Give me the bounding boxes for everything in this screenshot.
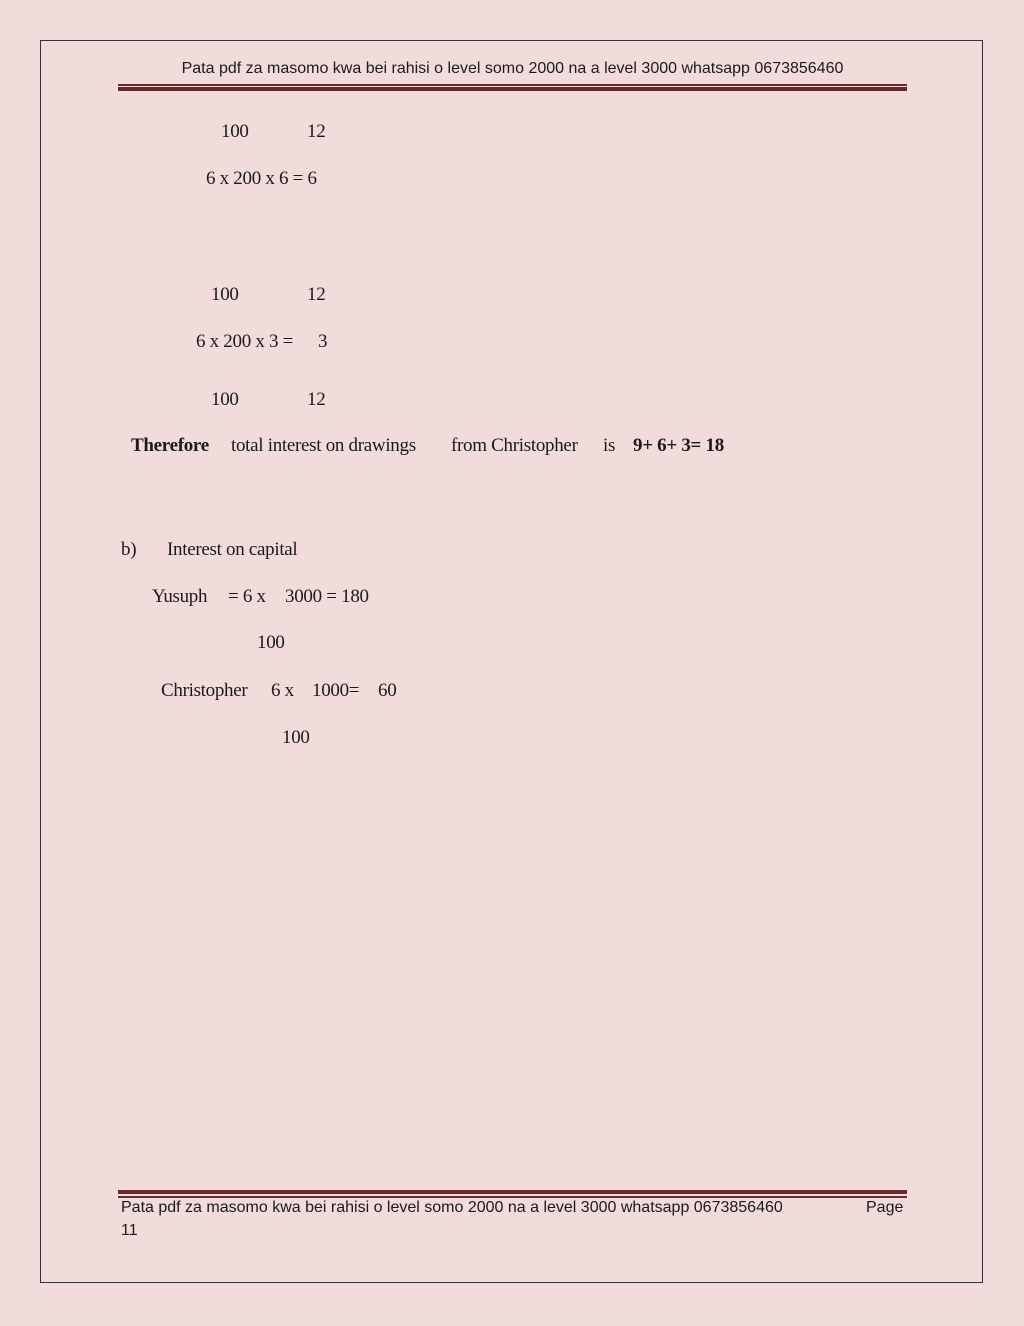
section-b-heading: Interest on capital	[167, 539, 298, 560]
christopher-name: Christopher	[161, 680, 248, 701]
header-rule-thick	[118, 87, 907, 91]
block2-result: 3	[318, 331, 328, 352]
christopher-denominator: 100	[282, 727, 310, 748]
section-b-label: b)	[121, 539, 137, 560]
yusuph-name: Yusuph	[152, 586, 208, 607]
page-footer: Pata pdf za masomo kwa bei rahisi o level somo 2000 na a level 3000 whatsapp 0673856460	[121, 1199, 783, 1216]
page-border	[40, 40, 983, 1283]
christopher-expression: 6 x	[271, 680, 294, 701]
conclusion-text-3: is	[603, 435, 616, 456]
block2-denominator-left-2: 100	[211, 389, 239, 410]
block1-denominator-left: 100	[221, 121, 249, 142]
block2-denominator-right: 12	[307, 284, 326, 305]
footer-page-number: 11	[121, 1222, 138, 1239]
conclusion-text-1: total interest on drawings	[231, 435, 416, 456]
block2-denominator-right-2: 12	[307, 389, 326, 410]
footer-page-label: Page	[866, 1199, 904, 1216]
yusuph-value: 3000 = 180	[285, 586, 369, 607]
block2-expression: 6 x 200 x 3 =	[196, 331, 294, 352]
christopher-result: 60	[378, 680, 397, 701]
conclusion-therefore: Therefore	[131, 435, 209, 456]
block2-denominator-left: 100	[211, 284, 239, 305]
christopher-value: 1000=	[312, 680, 360, 701]
block1-expression: 6 x 200 x 6 = 6	[206, 168, 317, 189]
block1-denominator-right: 12	[307, 121, 326, 142]
conclusion-text-2: from Christopher	[451, 435, 578, 456]
header-rule-thin	[118, 84, 907, 86]
footer-rule-thin	[118, 1196, 907, 1198]
footer-rule-thick	[118, 1190, 907, 1194]
yusuph-expression: = 6 x	[228, 586, 266, 607]
yusuph-denominator: 100	[257, 632, 285, 653]
conclusion-result: 9+ 6+ 3= 18	[633, 435, 724, 456]
page-header: Pata pdf za masomo kwa bei rahisi o level somo 2000 na a level 3000 whatsapp 0673856460	[181, 60, 844, 77]
